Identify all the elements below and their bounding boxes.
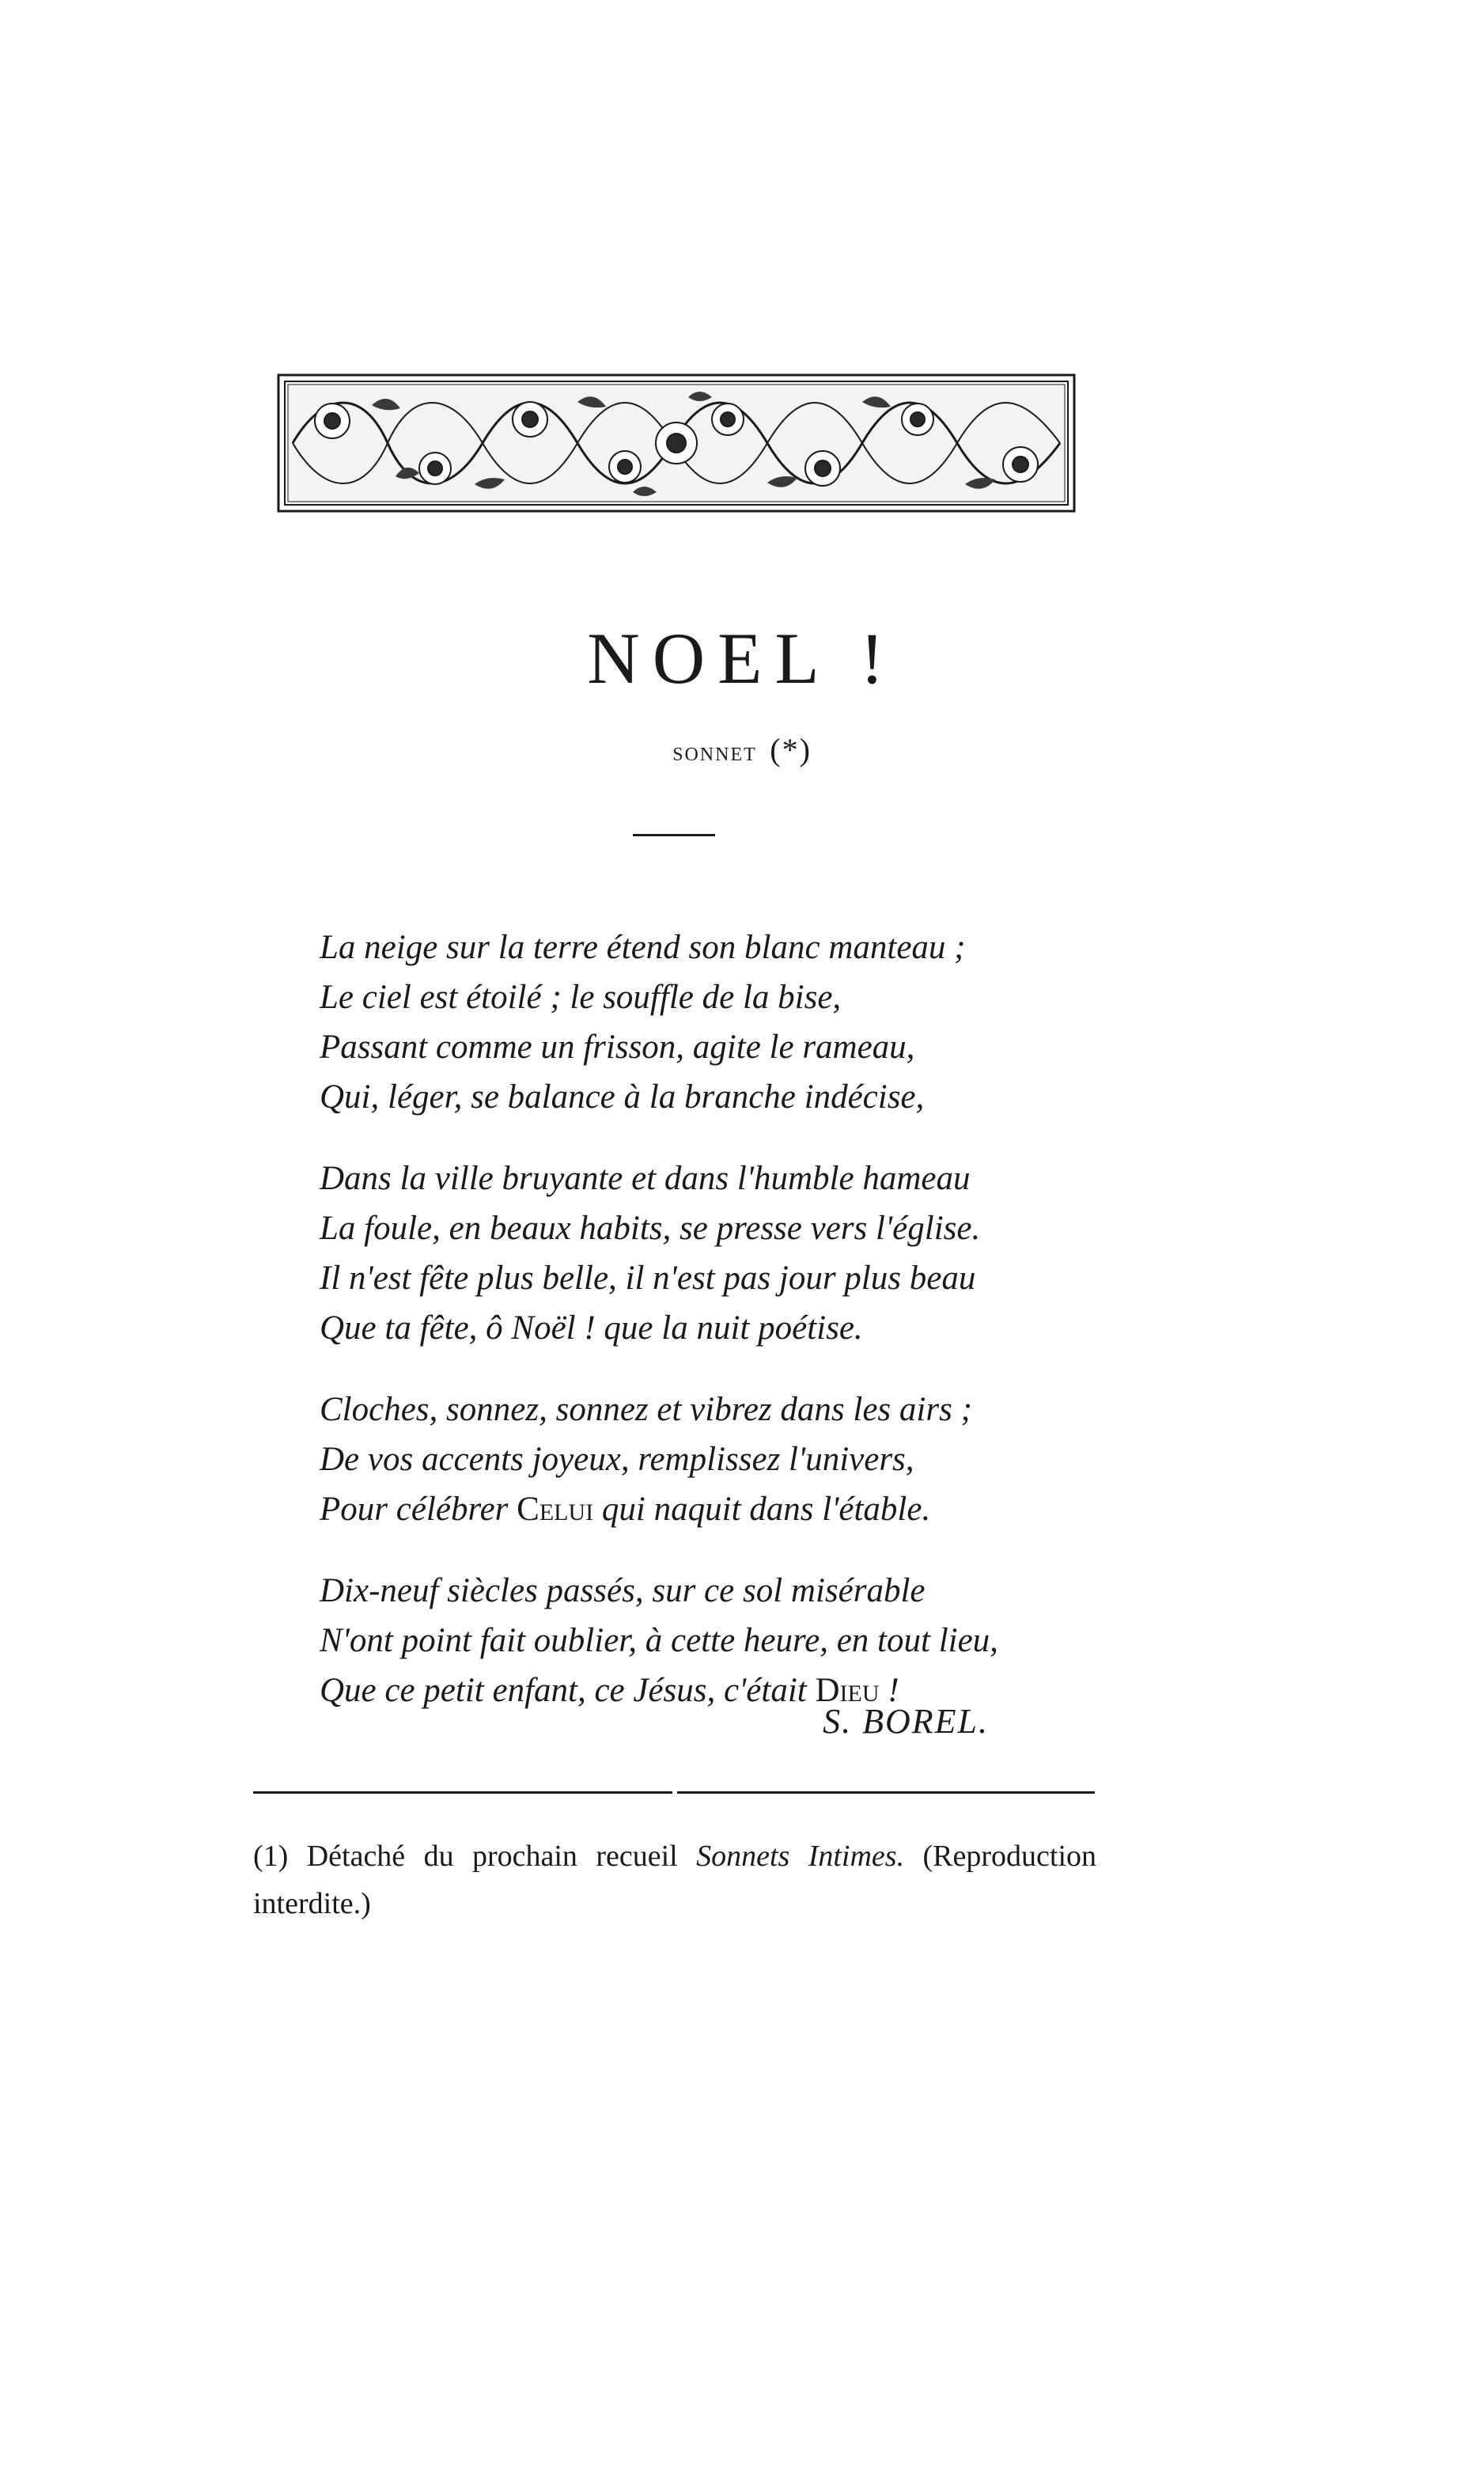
poem-title: NOEL ! — [587, 618, 897, 699]
verse-line: Cloches, sonnez, sonnez et vibrez dans les airs ; — [320, 1391, 972, 1428]
verse-line: La neige sur la terre étend son blanc manteau ; — [320, 929, 966, 966]
verse-text: ! — [879, 1672, 899, 1709]
footnote — [253, 1832, 1096, 1927]
footnote-divider — [253, 1791, 672, 1794]
title-divider — [633, 834, 715, 836]
verse-small-caps: Dieu — [815, 1672, 880, 1709]
verse-line: Qui, léger, se balance à la branche indécise, — [320, 1078, 925, 1116]
poem-subtitle — [0, 734, 1484, 766]
floral-scroll-ornament-icon — [277, 373, 1076, 513]
footnote-text: (Reproduction interdite.) — [253, 1840, 1096, 1920]
verse-line — [320, 1484, 1016, 1534]
verse-small-caps: Celui — [517, 1491, 594, 1528]
verse-line: N'ont point fait oublier, à cette heure, en tout lieu, — [320, 1622, 998, 1659]
verse-line: Que ta fête, ô Noël ! que la nuit poétise. — [320, 1309, 863, 1347]
footnote-divider — [677, 1791, 1095, 1794]
verse-text: Pour célébrer — [320, 1491, 517, 1528]
verse-line: Passant comme un frisson, agite le rameau, — [320, 1029, 915, 1066]
footnote-marker: (*) — [770, 732, 812, 767]
verse-line: Le ciel est étoilé ; le souffle de la bise, — [320, 979, 842, 1016]
poem-body — [320, 923, 1016, 1747]
stanza — [320, 1385, 1016, 1534]
author-signature: S. BOREL. — [823, 1702, 989, 1741]
verse-line: Dans la ville bruyante et dans l'humble hameau — [320, 1160, 971, 1197]
stanza — [320, 1566, 1016, 1715]
footnote-text: (1) Détaché du prochain recueil — [253, 1840, 697, 1873]
stanza — [320, 1154, 1016, 1353]
subtitle-label: sonnet — [672, 737, 757, 767]
verse-line: De vos accents joyeux, remplissez l'univers, — [320, 1441, 914, 1478]
verse-line: Il n'est fête plus belle, il n'est pas jour plus beau — [320, 1260, 976, 1297]
stanza — [320, 923, 1016, 1122]
verse-line: Dix-neuf siècles passés, sur ce sol misérable — [320, 1572, 926, 1609]
verse-text: Que ce petit enfant, ce Jésus, c'était — [320, 1672, 816, 1709]
verse-line: La foule, en beaux habits, se presse vers l'église. — [320, 1210, 981, 1247]
footnote-book-title: Sonnets Intimes. — [696, 1840, 905, 1873]
verse-text: qui naquit dans l'étable. — [593, 1491, 931, 1528]
